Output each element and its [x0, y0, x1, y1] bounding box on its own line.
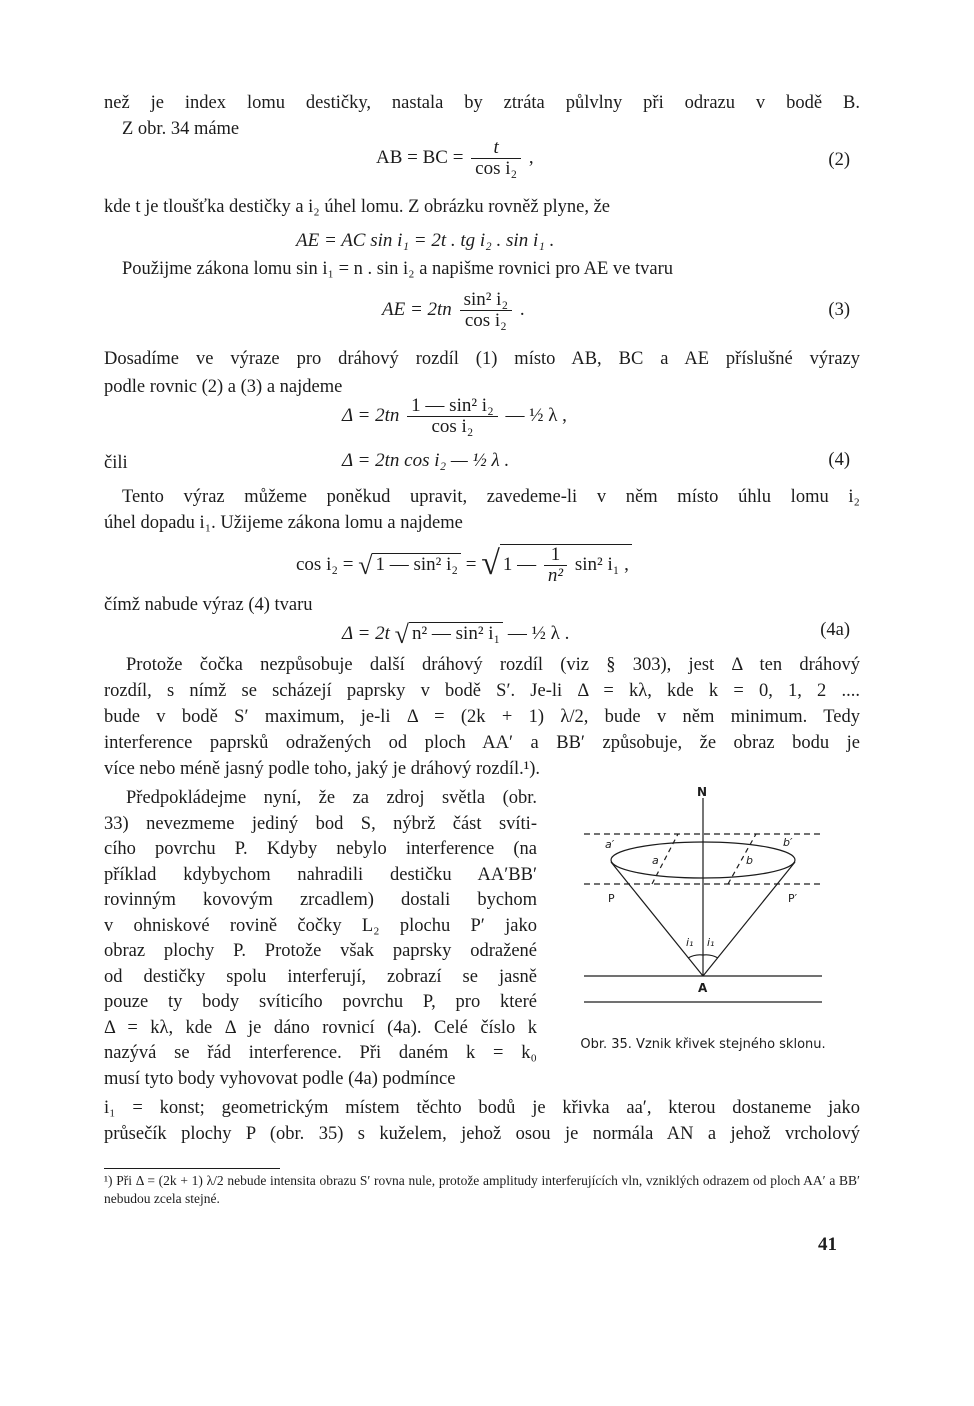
text-line: kde t je tloušťka destičky a i₂ úhel lomu. Z obrázku rovněž plyne, že [104, 197, 610, 217]
figure-label-i1-right: i₁ [707, 936, 715, 949]
wrap-line: cího povrchu P. Kdyby nebylo interference (na [104, 839, 537, 859]
equation-4a: Δ = 2t √ n² — sin² i₁ — ½ λ . [342, 620, 570, 649]
wrap-line: rovinným kovovým zrcadlem) dostali bychom [104, 890, 537, 910]
page-number: 41 [818, 1234, 837, 1255]
wrap-line: nazývá se řád interference. Při daném k = k₀ [104, 1043, 537, 1063]
text-line: úhel dopadu i₁. Užijeme zákona lomu a najdeme [104, 513, 463, 533]
equation-number: (4a) [820, 620, 850, 640]
equation-number: (2) [828, 150, 850, 170]
figure-label-a-prime: a′ [605, 838, 615, 851]
text-line: než je index lomu destičky, nastala by ztráta půlvlny při odrazu v bodě B. [104, 93, 860, 113]
footnote: ¹) Při Δ = (2k + 1) λ/2 nebude intensita obrazu S′ rovna nule, protože amplitudy interferujících vln, vzniklých odrazem od ploch AA′ a BB′ nebudou zcela stejné. [104, 1173, 860, 1206]
wrap-line: Δ = kλ, kde Δ je dáno rovnicí (4a). Celé číslo k [104, 1017, 537, 1038]
text-line: Dosadíme ve výraze pro dráhový rozdíl (1) místo AB, BC a AE příslušné výrazy [104, 349, 860, 369]
cone-right-side [703, 862, 795, 976]
figure-caption: Obr. 35. Vznik křivek stejného sklonu. [580, 1037, 826, 1052]
wrap-line: musí tyto body vyhovovat podle (4a) podmínce [104, 1068, 456, 1089]
equation-delta: Δ = 2tn $\frac{\text{1 — sin² i₂}}{\text{cos i₂}}$ — ½ λ , [342, 395, 567, 437]
text-line: průsečík plochy P (obr. 35) s kuželem, jehož osou je normála AN a jehož vrcholový [104, 1124, 860, 1144]
text-line: interference paprsků odražených od ploch AA′ a BB′ způsobuje, že obraz bodu je [104, 733, 860, 753]
figure-label-i1-left: i₁ [686, 936, 694, 949]
wrap-line: 33) nevezmeme jediný bod S, nýbrž část svíti- [104, 813, 537, 834]
text-line: podle rovnic (2) a (3) a najdeme [104, 377, 343, 397]
figure-label-P-prime: P′ [788, 892, 798, 905]
text-line: čili [104, 453, 128, 473]
equation-ae: AE = AC sin i₁ = 2t . tg i₂ . sin i₁ . [296, 230, 555, 251]
figure-35-cone-diagram [580, 784, 826, 1018]
wrap-line: od destičky spolu interferují, zobrazí se jasně [104, 966, 537, 987]
wrap-line: Předpokládejme nyní, že za zdroj světla (obr. [126, 788, 537, 808]
text-line: Z obr. 34 máme [122, 119, 240, 139]
figure-label-N: N [697, 785, 708, 799]
text-line: čímž nabude výraz (4) tvaru [104, 595, 313, 615]
wrap-line: v ohniskové rovině čočky L₂ plochu P′ jako [104, 915, 537, 936]
equation-3: AE = 2tn $\frac{\text{sin² i₂}}{\text{cos i₂}}$ . [382, 289, 525, 331]
text-line: Tento výraz můžeme poněkud upravit, zavedeme-li v něm místo úhlu lomu i₂ [122, 487, 860, 507]
text-line: více nebo méně jasný podle toho, jaký je dráhový rozdíl.¹). [104, 759, 541, 779]
figure-label-A: A [698, 981, 708, 995]
equation-4: Δ = 2tn cos i₂ — ½ λ . [342, 450, 510, 471]
equation-number: (4) [828, 450, 850, 470]
figure-label-b: b [746, 854, 753, 867]
text-line: Použijme zákona lomu sin i₁ = n . sin i₂ a napišme rovnici pro AE ve tvaru [122, 259, 673, 279]
text-line: i₁ = konst; geometrickým místem těchto bodů je křivka aa′, kterou dostaneme jako [104, 1098, 860, 1118]
figure-label-a: a [652, 854, 659, 867]
wrap-line: příklad kdybychom nahradili destičku AA′BB′ [104, 864, 537, 885]
equation-cos: cos i₂ = √ 1 — sin² i₂ = √ 1 — $\frac{1}{\text{n²}}$ sin² i₁ , [296, 544, 632, 586]
angle-arc-right [703, 955, 718, 958]
wrap-line: obraz plochy P. Protože však paprsky odražené [104, 941, 537, 961]
text-line: Protože čočka nezpůsobuje další dráhový rozdíl (viz § 303), jest Δ ten dráhový [126, 655, 860, 675]
text-line: bude v bodě S′ maximum, je-li Δ = (2k + 1) λ/2, bude v něm minimum. Tedy [104, 707, 860, 727]
figure-label-b-prime: b′ [783, 836, 793, 849]
equation-number: (3) [828, 300, 850, 320]
figure-label-P: P [608, 892, 615, 905]
footnote-rule [104, 1168, 280, 1169]
cone-left-side [611, 862, 703, 976]
text-line: rozdíl, s nímž se scházejí paprsky v bodě S′. Je-li Δ = kλ, kde k = 0, 1, 2 .... [104, 681, 860, 701]
equation-2: AB = BC = $\frac{t}{\text{cos i₂}}$ , [376, 137, 534, 179]
angle-arc-left [688, 955, 703, 958]
wrap-line: pouze ty body svíticího povrchu P, pro které [104, 992, 537, 1012]
